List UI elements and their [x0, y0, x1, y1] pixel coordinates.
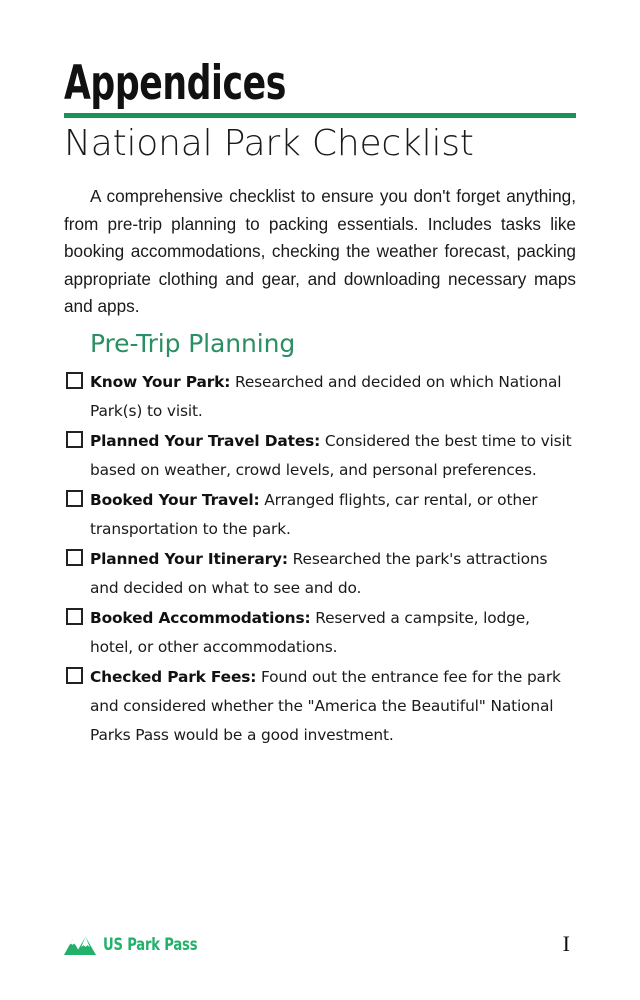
- brand-logo: [64, 936, 213, 955]
- checklist-item-body: Researched the park's attractions and decided on what to see and do.: [90, 549, 548, 597]
- page-title: Appendices: [64, 56, 287, 111]
- checklist-item[interactable]: [64, 545, 576, 603]
- page-footer: [64, 931, 576, 962]
- checklist-item-text: [90, 663, 576, 750]
- checklist-item-body: Reserved a campsite, lodge, hotel, or other accommodations.: [90, 608, 530, 656]
- checkbox-icon[interactable]: [66, 549, 83, 566]
- section-pre-trip-planning: [64, 330, 576, 751]
- checklist-item-body: Considered the best time to visit based on weather, crowd levels, and personal preferences.: [90, 431, 572, 479]
- checkbox-icon[interactable]: [66, 667, 83, 684]
- checkbox-icon[interactable]: [66, 431, 83, 448]
- checklist-item-lead: Planned Your Travel Dates:: [90, 431, 321, 450]
- checklist-item-text: [90, 545, 576, 603]
- checklist-item[interactable]: [64, 427, 576, 485]
- document-header: [64, 56, 576, 164]
- checklist-item-lead: Know Your Park:: [90, 372, 231, 391]
- checklist-item-lead: Checked Park Fees:: [90, 667, 257, 686]
- checklist-item-body: Researched and decided on which National Park(s) to visit.: [90, 372, 562, 420]
- brand-name: US Park Pass: [103, 935, 198, 955]
- checklist-item[interactable]: [64, 368, 576, 426]
- checklist-item-text: [90, 604, 576, 662]
- checkbox-icon[interactable]: [66, 608, 83, 625]
- checklist-item-text: [90, 486, 576, 544]
- intro-paragraph: A comprehensive checklist to ensure you don't forget anything, from pre-trip planning to packing essentials. Includes tasks like booking accommodations, checking the weather forecast, packing appropriate clothing and gear, and downloading necessary maps and apps.: [64, 186, 576, 316]
- checklist-item-body: Found out the entrance fee for the park and considered whether the "America the Beautiful" National Parks Pass would be a good investment.: [90, 667, 561, 744]
- checklist-item-text: [90, 427, 576, 485]
- checklist-item[interactable]: [64, 663, 576, 750]
- checklist-item-lead: Booked Your Travel:: [90, 490, 260, 509]
- checklist-item-text: [90, 368, 576, 426]
- checkbox-icon[interactable]: [66, 372, 83, 389]
- checklist-item[interactable]: [64, 486, 576, 544]
- checkbox-icon[interactable]: [66, 490, 83, 507]
- mountains-icon: [64, 936, 96, 955]
- checklist: [64, 368, 576, 750]
- section-heading: Pre-Trip Planning: [90, 329, 296, 358]
- checklist-item[interactable]: [64, 604, 576, 662]
- page-number: I: [562, 931, 570, 956]
- checklist-item-lead: Planned Your Itinerary:: [90, 549, 288, 568]
- title-divider: [64, 113, 576, 118]
- checklist-item-body: Arranged flights, car rental, or other transportation to the park.: [90, 490, 538, 538]
- page-subtitle: National Park Checklist: [64, 122, 474, 164]
- checklist-item-lead: Booked Accommodations:: [90, 608, 311, 627]
